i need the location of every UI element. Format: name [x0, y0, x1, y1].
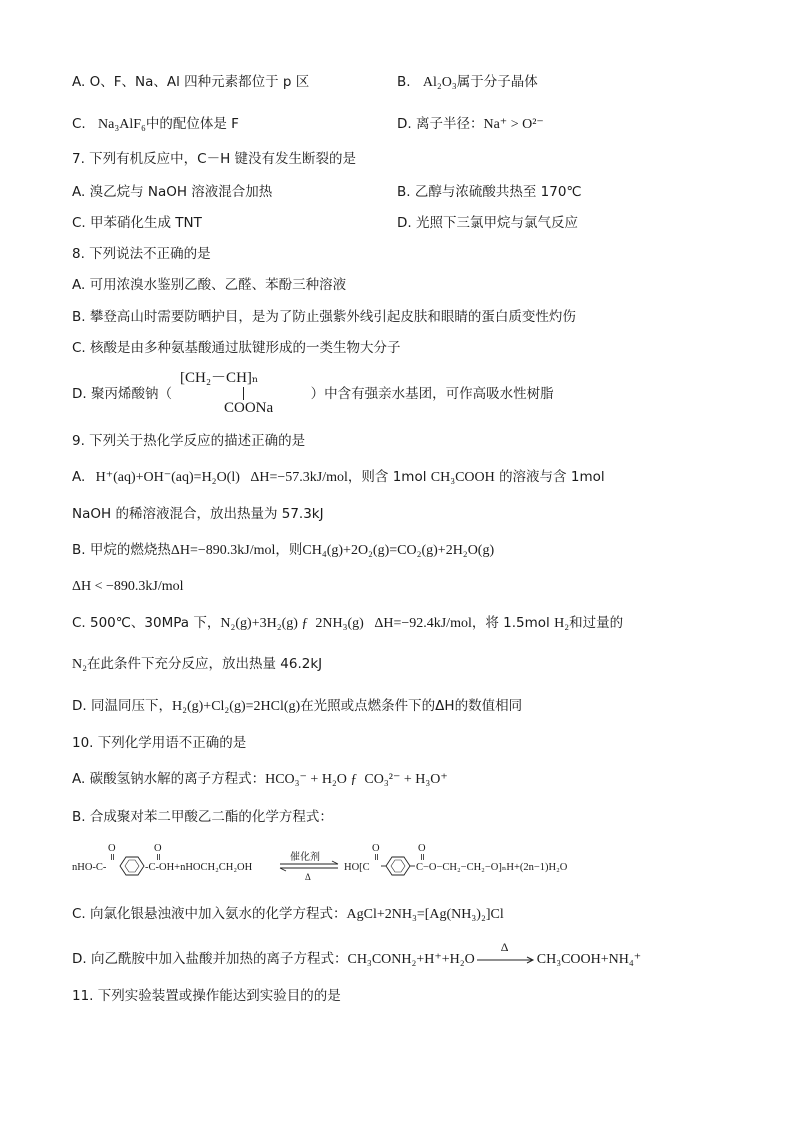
q6-option-a-text: A. O、F、Na、Al 四种元素都位于 p 区	[72, 74, 310, 90]
q9-stem: 9. 下列关于热化学反应的描述正确的是	[72, 433, 306, 449]
q10-d-equation-left: CH₃CONH₂+H⁺+H₂O	[347, 952, 475, 967]
polyacrylate-structure	[180, 366, 310, 416]
q9-c-text2: ，将 1.5mol	[471, 615, 550, 631]
q9-c-text3: 和过量的	[569, 615, 624, 631]
q8-stem: 8. 下列说法不正确的是	[72, 246, 211, 262]
q8-option-b: B. 攀登高山时需要防晒护目，是为了防止强紫外线引起皮肤和眼睛的蛋白质变性灼伤	[72, 309, 576, 325]
q10-stem: 10. 下列化学用语不正确的是	[72, 735, 247, 751]
q9-b-heat: ΔH=−890.3kJ/mol	[170, 543, 276, 558]
q10-option-b: B. 合成聚对苯二甲酸乙二酯的化学方程式：	[72, 809, 333, 825]
q9-d-text2: 在光照或点燃条件下的ΔH的数值相同	[300, 698, 523, 714]
q9-d-text: D. 同温同压下，	[72, 698, 172, 714]
pet-product-left: HO[C	[344, 862, 370, 873]
q9-c-cont-formula: N₂	[72, 657, 87, 672]
q6-d-label: D. 离子半径：	[397, 116, 484, 132]
pet-carbonyl-o-3: O	[372, 843, 380, 854]
q10-a-text: A. 碳酸氢钠水解的离子方程式：	[72, 771, 266, 787]
q9-b-equation: CH₄(g)+2O₂(g)=CO₂(g)+2H₂O(g)	[302, 543, 495, 558]
q6-b-formula: Al₂O₃	[422, 75, 457, 90]
q9-option-a	[72, 468, 605, 487]
q6-option-a	[72, 73, 309, 91]
polyacrylate-bond	[243, 387, 244, 400]
pet-product-right: C−O−CH₂−CH₂−O]ₙH+(2n−1)H₂O	[416, 862, 568, 873]
q6-b-text: 属于分子晶体	[456, 74, 538, 90]
q10-d-equation-right: CH₃COOH+NH₄⁺	[536, 952, 642, 967]
q9-a-text1: ，则含 1mol	[347, 469, 427, 485]
q9-b-text2: ，则	[275, 542, 303, 558]
pet-carbonyl-o-2: O	[154, 843, 162, 854]
pet-catalyst-label: 催化剂	[290, 852, 320, 863]
q9-d-equation: H₂(g)+Cl₂(g)=2HCl(g)	[171, 699, 301, 714]
q9-c-equation: N₂(g)+3H₂(g) ƒ 2NH₃(g) ΔH=−92.4kJ/mol	[220, 616, 472, 631]
q6-c-formula: Na₃AlF₆	[98, 117, 146, 132]
q9-option-c-cont	[72, 655, 322, 674]
polyacrylate-side-group: COONa	[224, 400, 274, 416]
q7-option-c: C. 甲苯硝化生成 TNT	[72, 215, 202, 231]
q8-d-post: ）中含有强亲水基团，可作高吸水性树脂	[310, 386, 554, 402]
q7-option-a: A. 溴乙烷与 NaOH 溶液混合加热	[72, 184, 273, 200]
q6-d-formula: Na⁺ > O²⁻	[483, 117, 544, 132]
pet-synthesis-equation	[72, 836, 722, 886]
q10-a-equation: HCO₃⁻ + H₂O ƒ CO₃²⁻ + H₃O⁺	[265, 772, 448, 787]
q10-option-d	[72, 940, 642, 969]
pet-carbonyl-o-1: O	[108, 843, 116, 854]
q10-option-c	[72, 905, 504, 924]
q6-option-c	[72, 115, 239, 134]
q10-c-text: C. 向氯化银悬浊液中加入氨水的化学方程式：	[72, 906, 347, 922]
q8-option-a: A. 可用浓溴水鉴别乙酸、乙醛、苯酚三种溶液	[72, 277, 347, 293]
q10-d-heat-arrow	[475, 940, 537, 968]
q9-c-cont-text: 在此条件下充分反应，放出热量 46.2kJ	[87, 656, 323, 672]
q9-a-equation: H⁺(aq)+OH⁻(aq)=H₂O(l) ΔH=−57.3kJ/mol	[95, 470, 348, 485]
polyacrylate-backbone: [CH₂－CH]ₙ	[180, 370, 259, 386]
q9-option-b	[72, 541, 494, 560]
pet-reactant1-right: -C-OH+nHOCH₂CH₂OH	[145, 862, 253, 873]
q10-d-heat-symbol: Δ	[500, 940, 509, 954]
q9-a-formula: CH₃COOH	[430, 470, 495, 485]
q9-b-text: B. 甲烷的燃烧热	[72, 542, 171, 558]
q9-option-d	[72, 697, 522, 716]
q10-c-equation: AgCl+2NH₃=[Ag(NH₃)₂]Cl	[346, 907, 504, 922]
q7-option-b: B. 乙醇与浓硫酸共热至 170℃	[397, 184, 582, 200]
q9-option-a-cont: NaOH 的稀溶液混合，放出热量为 57.3kJ	[72, 506, 324, 522]
q6-option-d	[397, 115, 544, 134]
pet-heat-label: Δ	[305, 872, 311, 882]
q7-stem: 7. 下列有机反应中，C－H 键没有发生断裂的是	[72, 151, 357, 167]
q10-option-a	[72, 770, 448, 789]
q9-option-b-cont: ΔH < −890.3kJ/mol	[72, 579, 184, 594]
q9-a-text2: 的溶液与含 1mol	[499, 469, 605, 485]
q9-c-text: C. 500℃、30MPa 下，	[72, 615, 221, 631]
q6-b-label: B.	[397, 74, 411, 90]
pet-reactant1-left: nHO-C-	[72, 862, 107, 873]
q9-a-label: A.	[72, 469, 86, 485]
q11-stem: 11. 下列实验装置或操作能达到实验目的的是	[72, 988, 341, 1004]
q7-option-d: D. 光照下三氯甲烷与氯气反应	[397, 215, 578, 231]
q9-option-c	[72, 614, 623, 633]
pet-carbonyl-o-4: O	[418, 843, 426, 854]
q6-c-label: C.	[72, 116, 86, 132]
q8-option-c: C. 核酸是由多种氨基酸通过肽键形成的一类生物大分子	[72, 340, 401, 356]
q8-option-d	[72, 385, 554, 403]
q6-c-text: 中的配位体是 F	[145, 116, 239, 132]
q6-option-b	[397, 73, 538, 92]
q10-d-text: D. 向乙酰胺中加入盐酸并加热的离子方程式：	[72, 951, 348, 967]
q9-c-formula: H₂	[554, 616, 570, 631]
q8-d-pre: D. 聚丙烯酸钠（	[72, 386, 172, 402]
